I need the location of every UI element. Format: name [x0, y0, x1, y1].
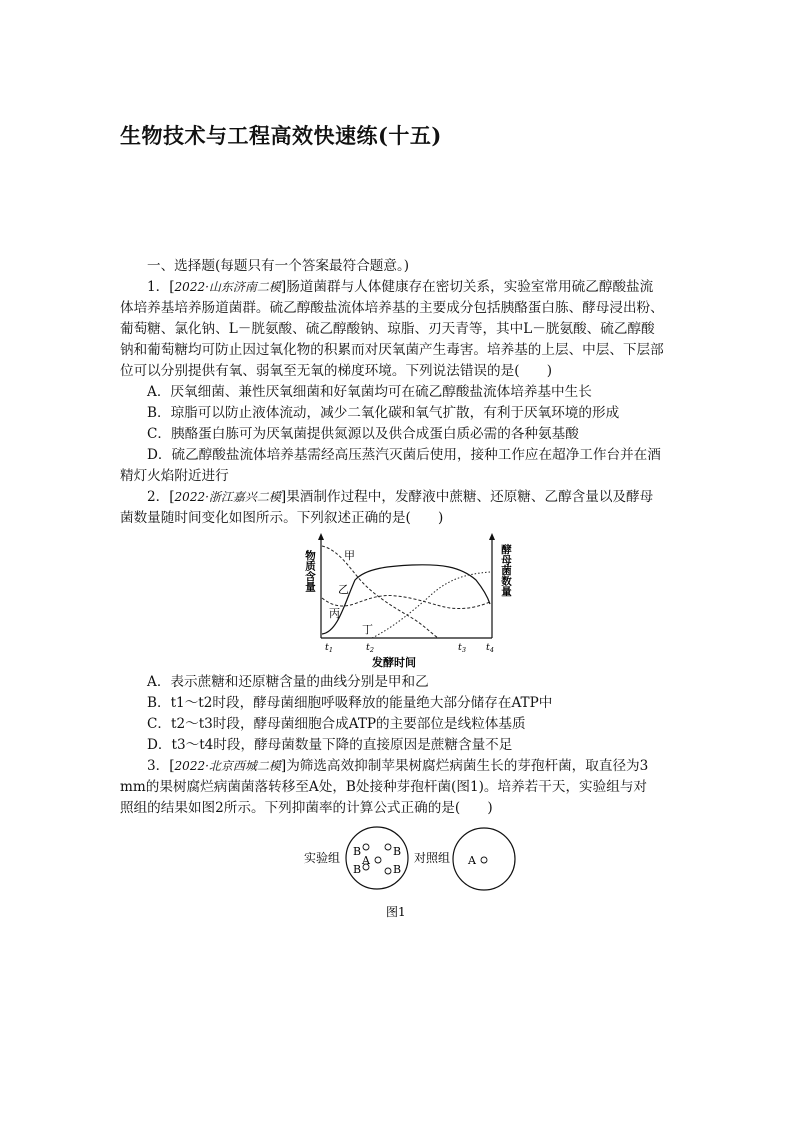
stem-line: 位可以分别提供有氧、弱氧至无氧的梯度环境。下列说法错误的是( ): [120, 363, 553, 379]
section-heading: 一、选择题(每题只有一个答案最符合题意。): [147, 258, 410, 274]
mark-a: A: [468, 854, 476, 867]
curve-yi: [322, 595, 490, 608]
option-b: B．t1～t2时段，酵母菌细胞呼吸释放的能量绝大部分储存在ATP中: [147, 695, 553, 711]
y-axis-right-arrow: [489, 533, 495, 540]
question-source: 2022·浙江嘉兴二模: [174, 490, 281, 504]
mark-b: B: [353, 845, 362, 858]
option-d: D．硫乙醇酸盐流体培养基需经高压蒸汽灭菌后使用，接种工作应在超净工作台并在酒: [147, 447, 661, 463]
colony-b: [385, 868, 391, 874]
question-number: 1．[: [147, 279, 175, 295]
y-label-left: 物质含量: [304, 550, 316, 592]
tick-t2: $t_2$: [366, 642, 374, 654]
control-dish: [453, 828, 515, 890]
question-3: [120, 756, 680, 819]
curve-bing: [322, 565, 490, 634]
question-2: [120, 487, 680, 529]
stem-line: ]果酒制作过程中，发酵液中蔗糖、还原糖、乙醇含量以及酵母: [280, 489, 654, 505]
label-control-group: 对照组: [414, 851, 451, 865]
question-source: 2022·北京西城二模: [174, 759, 281, 773]
option-a: A．厌氧细菌、兼性厌氧细菌和好氧菌均可在硫乙醇酸盐流体培养基中生长: [147, 384, 592, 400]
mark-b: B: [393, 863, 402, 876]
x-label: 发酵时间: [372, 656, 416, 669]
option-d-continued: 精灯火焰附近进行: [120, 468, 229, 484]
question-number: 3．[: [147, 758, 175, 774]
option-d: D．t3～t4时段，酵母菌数量下降的直接原因是蔗糖含量不足: [147, 737, 513, 753]
curve-ding: [372, 572, 490, 638]
question-source: 2022·山东济南二模: [174, 280, 281, 294]
option-c: C．t2～t3时段，酵母菌细胞合成ATP的主要部位是线粒体基质: [147, 716, 526, 732]
option-a: A．表示蔗糖和还原糖含量的曲线分别是甲和乙: [147, 674, 429, 690]
stem-line: 菌数量随时间变化如图所示。下列叙述正确的是( ): [120, 510, 444, 526]
figure-caption: 图1: [386, 905, 406, 919]
question-number: 2．[: [147, 489, 175, 505]
petri-dish-figure: [300, 822, 530, 922]
label-ding: 丁: [362, 623, 373, 636]
label-experimental-group: 实验组: [304, 851, 341, 865]
colony-a: [375, 857, 381, 863]
label-yi: 乙: [338, 583, 349, 596]
stem-line: 钠和葡萄糖均可防止因过氧化物的积累而对厌氧菌产生毒害。培养基的上层、中层、下层部: [120, 342, 664, 358]
label-jia: 甲: [344, 549, 355, 562]
experimental-dish: [346, 827, 408, 889]
stem-line: 体培养基培养肠道菌群。硫乙醇酸盐流体培养基的主要成分包括胰酪蛋白胨、酵母浸出粉、: [120, 300, 664, 316]
tick-t4: $t_4$: [486, 642, 494, 654]
colony-b: [363, 844, 369, 850]
question-3-stem: [120, 756, 680, 777]
tick-t1: $t_1$: [325, 642, 333, 654]
tick-t3: $t_3$: [458, 642, 466, 654]
y-label-right: 酵母菌数量: [500, 544, 512, 597]
stem-line: 葡萄糖、氯化钠、L－胱氨酸、硫乙醇酸钠、琼脂、刃天青等，其中L－胱氨酸、硫乙醇酸: [120, 321, 655, 337]
colony-b: [385, 844, 391, 850]
question-1: [120, 277, 680, 487]
question-2-stem: [120, 487, 680, 508]
question-1-stem: [120, 277, 680, 298]
y-axis-left-arrow: [318, 533, 324, 540]
option-b: B．琼脂可以防止液体流动，减少二氧化碳和氧气扩散，有利于厌氧环境的形成: [147, 405, 620, 421]
page-title: 生物技术与工程高效快速练(十五): [120, 123, 442, 148]
stem-line: 照组的结果如图2所示。下列抑菌率的计算公式正确的是( ): [120, 800, 493, 816]
colony-a: [481, 857, 487, 863]
mark-b: B: [393, 845, 402, 858]
option-c: C．胰酪蛋白胨可为厌氧菌提供氮源以及供合成蛋白质必需的各种氨基酸: [147, 426, 579, 442]
label-bing: 丙: [329, 607, 340, 620]
question-2-options: [120, 672, 680, 756]
mark-b: B: [353, 863, 362, 876]
stem-line: ]为筛选高效抑制苹果树腐烂病菌生长的芽孢杆菌，取直径为3: [280, 758, 649, 774]
stem-line: mm的果树腐烂病菌菌落转移至A处，B处接种芽孢杆菌(图1)。培养若干天，实验组与对: [120, 779, 648, 795]
mark-a: A: [362, 854, 370, 867]
fermentation-graph: [300, 532, 520, 672]
stem-line: ]肠道菌群与人体健康存在密切关系，实验室常用硫乙醇酸盐流: [280, 279, 654, 295]
